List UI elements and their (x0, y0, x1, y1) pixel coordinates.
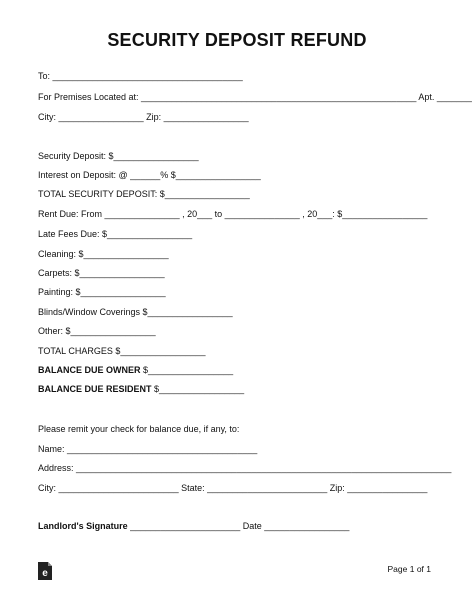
signature-label: Landlord's Signature (38, 521, 128, 531)
cleaning-field: Cleaning: $_________________ (38, 249, 169, 259)
security-deposit-field: Security Deposit: $_________________ (38, 151, 199, 161)
city-state-zip-field: City: ________________________ State: ________________________ Zip: ________________ (38, 483, 428, 493)
late-fees-field: Late Fees Due: $_________________ (38, 229, 193, 239)
total-security-deposit-field: TOTAL SECURITY DEPOSIT: $_________________ (38, 189, 250, 199)
total-charges-field: TOTAL CHARGES $_________________ (38, 346, 206, 356)
interest-field: Interest on Deposit: @ ______% $_________________ (38, 170, 261, 180)
balance-owner-label: BALANCE DUE OWNER (38, 365, 141, 375)
signature-field (38, 520, 349, 532)
premises-field: For Premises Located at: _______________________________________________________ Apt. _______ (38, 92, 472, 102)
rent-due-field: Rent Due: From _______________ , 20___ to _______________ , 20___: $_________________ (38, 209, 428, 219)
address-field: Address: ___________________________________________________________________________ (38, 463, 452, 473)
balance-due-owner-field (38, 364, 233, 376)
remit-instruction: Please remit your check for balance due, if any, to: (38, 424, 240, 434)
document-title: SECURITY DEPOSIT REFUND (107, 30, 367, 50)
painting-field: Painting: $_________________ (38, 287, 166, 297)
blinds-field: Blinds/Window Coverings $_________________ (38, 307, 233, 317)
balance-due-resident-field (38, 383, 244, 395)
city-zip-field: City: _________________ Zip: _________________ (38, 112, 249, 122)
etemplates-logo-icon (38, 562, 52, 580)
to-field: To: ______________________________________ (38, 71, 243, 81)
name-field: Name: ______________________________________ (38, 444, 258, 454)
balance-resident-line: $_________________ (151, 384, 245, 394)
other-field: Other: $_________________ (38, 326, 156, 336)
carpets-field: Carpets: $_________________ (38, 268, 165, 278)
balance-resident-label: BALANCE DUE RESIDENT (38, 384, 152, 394)
balance-owner-line: $_________________ (140, 365, 234, 375)
signature-date-line: ______________________ Date _________________ (127, 521, 350, 531)
page-number: Page 1 of 1 (387, 564, 431, 574)
svg-text:e: e (42, 568, 48, 579)
